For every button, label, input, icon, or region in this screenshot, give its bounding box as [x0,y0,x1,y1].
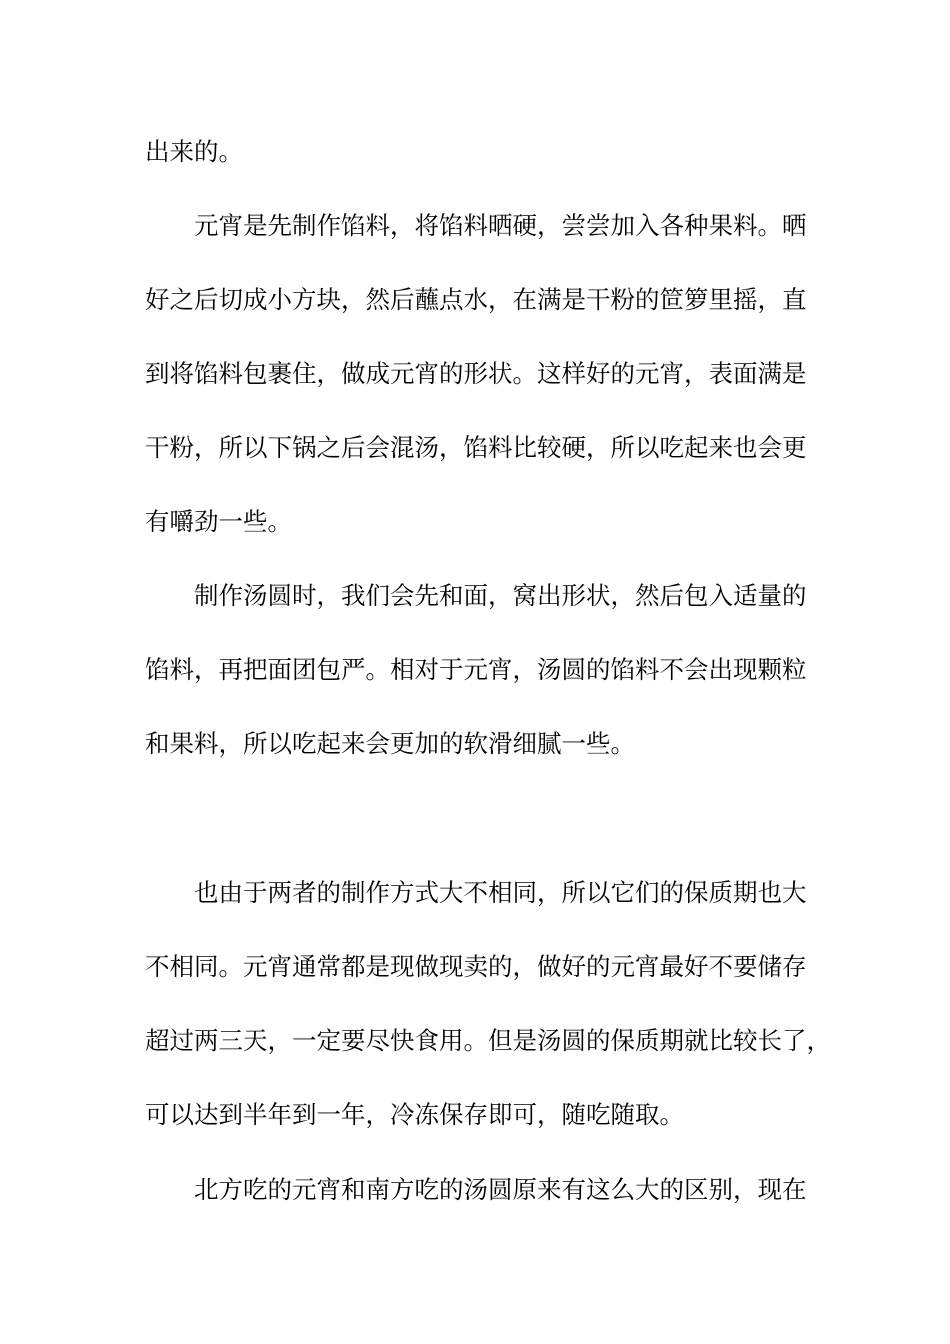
text-line-8: 馅料，再把面团包严。相对于元宵，汤圆的馅料不会出现颗粒 [145,655,807,684]
text-line-3: 好之后切成小方块，然后蘸点水，在满是干粉的笸箩里摇，直 [145,285,807,314]
text-line-2: 元宵是先制作馅料，将馅料晒硬，尝尝加入各种果料。晒 [194,211,807,240]
text-line-1: 出来的。 [145,137,243,166]
text-line-11: 不相同。元宵通常都是现做现卖的，做好的元宵最好不要储存 [145,952,807,981]
text-line-14: 北方吃的元宵和南方吃的汤圆原来有这么大的区别，现在 [194,1175,807,1204]
text-line-9: 和果料，所以吃起来会更加的软滑细腻一些。 [145,729,635,758]
text-line-10: 也由于两者的制作方式大不相同，所以它们的保质期也大 [194,878,807,907]
text-line-7: 制作汤圆时，我们会先和面，窝出形状，然后包入适量的 [194,581,807,610]
text-line-6: 有嚼劲一些。 [145,507,292,536]
text-line-4: 到将馅料包裹住，做成元宵的形状。这样好的元宵，表面满是 [145,359,807,388]
text-line-13: 可以达到半年到一年，冷冻保存即可，随吃随取。 [145,1100,684,1129]
text-line-5: 干粉，所以下锅之后会混汤，馅料比较硬，所以吃起来也会更 [145,433,807,462]
text-line-12: 超过两三天，一定要尽快食用。但是汤圆的保质期就比较长了， [145,1026,831,1055]
